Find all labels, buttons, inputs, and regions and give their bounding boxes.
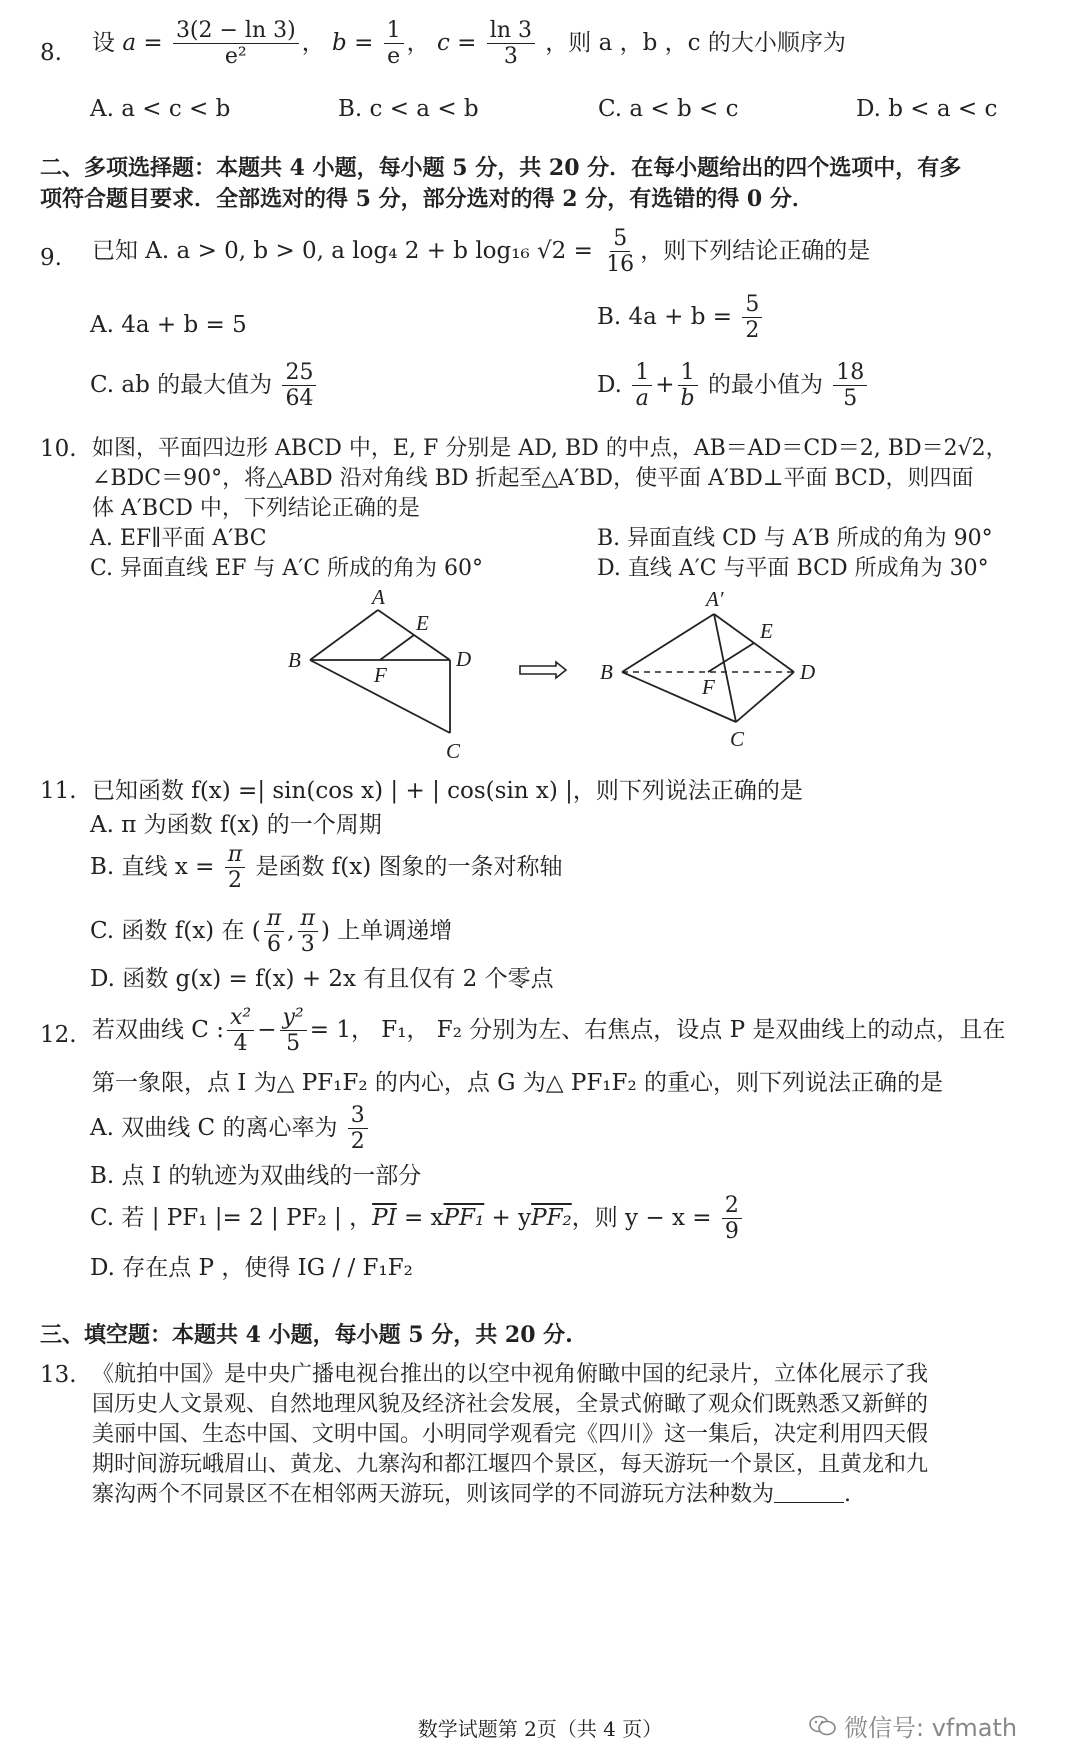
q8-post: ，则 a ，b ，c 的大小顺序为 [545,29,846,56]
q12-line2: 第一象限，点 I 为△ PF₁F₂ 的内心，点 G 为△ PF₁F₂ 的重心，则下列说法正确的是 [92,1070,943,1096]
section2-line1: 二、多项选择题：本题共 4 小题，每小题 5 分，共 20 分．在每小题给出的四个选项中，有多 [40,155,962,181]
fig2-label-a: A′ [706,587,724,611]
q9-number: 9. [40,245,62,271]
q12-optc-vec-pf2: PF₂ [531,1204,572,1231]
q10-number: 10. [40,436,77,462]
q8-number: 8. [40,40,62,66]
q8-a-fraction [173,18,299,70]
q11-optb-fraction [225,842,245,894]
q8-c-num: ln 3 [487,18,535,44]
q9-optc-num: 25 [282,360,316,386]
q9-optd-f2-num: 1 [678,360,698,386]
q9-optd-pre: D. [597,371,622,398]
fig1-edge-ef [380,635,414,660]
q10-line1: 如图，平面四边形 ABCD 中，E, F 分别是 AD, BD 的中点，AB＝AD＝CD＝2, BD＝2√2， [92,436,1008,461]
q12-option-d: D. 存在点 P ，使得 IG / / F₁F₂ [90,1255,413,1281]
q12-f1 [227,1005,254,1057]
fig2-edge-cd [736,672,794,722]
q9-optd-plus: + [655,371,675,398]
q12-optc-den: 9 [724,1219,739,1245]
q11-optc-f2 [298,906,318,958]
q9-option-a: A. 4a + b = 5 [90,312,247,338]
q12-optc-vec-pf1: PF₁ [443,1204,485,1231]
fig2-edge-bc [622,672,736,722]
q8-option-c: C. a < b < c [598,96,739,122]
q11-optc-pre: C. 函数 f(x) 在 ( [90,917,261,944]
q9-option-d [597,360,870,412]
fig2-label-f: F [702,675,715,699]
q10-option-c: C. 异面直线 EF 与 A′C 所成的角为 60° [90,556,484,581]
q13-line4: 期时间游玩峨眉山、黄龙、九寨沟和都江堰四个景区，每天游玩一个景区，且黄龙和九 [92,1452,929,1477]
q12-opta-den: 2 [350,1129,365,1155]
fig1-label-e: E [416,611,429,635]
q12-f1-den: 4 [233,1031,248,1057]
q11-optb-den: 2 [227,868,242,894]
q8-option-d: D. b < a < c [856,96,998,122]
fig2-label-c: C [730,727,745,751]
q10-option-a: A. EF∥平面 A′BC [90,526,267,551]
q9-fraction [603,226,637,278]
q8-b-var: b [332,29,347,56]
q10-line2: ∠BDC＝90°，将△ABD 沿对角线 BD 折起至△A′BD，使平面 A′BD⊥平面 BCD，则四面 [92,466,974,491]
q13-answer-blank [774,1482,844,1503]
fig1-label-f: F [374,663,387,687]
q10-figure-tetrahedron [596,586,826,756]
q12-opta-fraction [348,1103,368,1155]
q10-option-d: D. 直线 A′C 与平面 BCD 所成角为 30° [597,556,989,581]
q12-stem [92,1005,1005,1057]
q13-line2: 国历史人文景观、自然地理风貌及经济社会发展，全景式俯瞰了观众们既熟悉又新鲜的 [92,1392,929,1417]
q9-optd-num: 18 [833,360,867,386]
q12-f2 [280,1005,307,1057]
section2-line2: 项符合题目要求．全部选对的得 5 分，部分选对的得 2 分，有选错的得 0 分． [40,186,814,212]
q8-b-fraction [384,18,404,70]
q12-optc-num: 2 [722,1193,742,1219]
q13-line5-end: . [844,1482,852,1507]
q12-stem-post: = 1， F₁， F₂ 分别为左、右焦点，设点 P 是双曲线上的动点，且在 [309,1016,1006,1043]
fig1-label-a: A [372,588,385,609]
q8-c-den: 3 [503,44,518,70]
q12-minus: − [257,1016,277,1043]
fig1-label-b: B [288,648,301,672]
q9-option-c [90,360,319,412]
fig2-label-e: E [760,619,773,643]
q11-option-b [90,842,563,894]
q11-optc-comma: , [287,917,295,944]
fig2-edge-ac [714,614,736,722]
q8-stem: 设 a = $\frac{3(2 - \ln 3)}{\text{e²}}$ ， b = $\frac{1}{e}$ ， c = $\frac{\ln 3}{3}$ ，则 a ，b ，c 的大小顺序为 [92,18,846,70]
q9-optb-pre: B. 4a + b = [597,303,733,330]
q9-optd-fraction [833,360,867,412]
fig1-label-d: D [456,647,472,671]
q11-option-c [90,906,452,958]
q12-number: 12. [40,1022,77,1048]
q11-number: 11. [40,778,77,804]
q9-optb-num: 5 [742,292,762,318]
q11-optc-n2: π [298,906,318,932]
q12-option-b: B. 点 I 的轨迹为双曲线的一部分 [90,1163,422,1189]
q11-optb-pre: B. 直线 x = [90,853,215,880]
q13-line5 [92,1482,851,1508]
q11-optc-post: ) 上单调递增 [321,917,453,944]
fig2-label-b: B [600,660,613,684]
q8-option-a: A. a < c < b [90,96,231,122]
q8-a-den: e² [224,44,247,70]
q13-line3: 美丽中国、生态中国、文明中国。小明同学观看完《四川》这一集后，决定利用四天假 [92,1422,929,1447]
q8-pre: 设 [92,29,115,56]
q12-f2-den: 5 [286,1031,301,1057]
q11-optb-post: 是函数 f(x) 图象的一条对称轴 [255,853,563,880]
q8-option-b: B. c < a < b [338,96,479,122]
q9-optb-fraction [742,292,762,344]
q9-optc-pre: C. ab 的最大值为 [90,371,273,398]
fig1-edge-ab [310,610,378,660]
q8-a-num: 3(2 − ln 3) [173,18,299,44]
q11-option-a: A. π 为函数 f(x) 的一个周期 [90,812,382,838]
q9-optd-f2-den: b [680,386,695,412]
q11-optb-num: π [225,842,245,868]
q12-f2-num: y² [280,1005,307,1031]
q8-c-fraction [487,18,535,70]
fig2-edge-ab [622,614,714,672]
q9-stem [92,226,870,278]
q11-stem: 已知函数 f(x) =| sin(cos x) | + | cos(sin x) |，则下列说法正确的是 [92,778,803,804]
q13-line5-text: 寨沟两个不同景区不在相邻两天游玩，则该同学的不同游玩方法种数为 [92,1482,775,1507]
fig2-edge-ef [708,643,754,672]
q9-optd-f1 [632,360,652,412]
q11-optc-n1: π [264,906,284,932]
q9-optc-fraction [282,360,316,412]
fold-arrow-icon [518,660,568,680]
q8-b-den: e [387,44,401,70]
q9-optd-den: 5 [843,386,858,412]
q12-f1-num: x² [227,1005,254,1031]
fig1-label-c: C [446,739,461,763]
q12-optc-pre: C. 若 | PF₁ |= 2 | PF₂ | ， [90,1204,373,1231]
q9-optd-f1-num: 1 [632,360,652,386]
q12-optc-vec-pi: $\overline{PI}$ [372,1204,397,1231]
q10-figure-planar [280,588,480,768]
q10-line3: 体 A′BCD 中，下列结论正确的是 [92,496,420,521]
wechat-icon [808,1714,838,1738]
q9-optd-f1-den: a [635,386,649,412]
q12-optc-mid: ，则 y − x = [571,1204,712,1231]
q11-optc-d1: 6 [266,932,281,958]
q11-optc-f1 [264,906,284,958]
q8-a-var: a [122,29,137,56]
q9-optc-den: 64 [285,386,314,412]
q8-c-var: c [436,29,450,56]
q12-opta-pre: A. 双曲线 C 的离心率为 [90,1114,338,1141]
q9-stem-pre: 已知 A. a > 0, b > 0, a log₄ 2 + b log₁₆ √2 = [92,237,593,264]
q12-optc-fraction [722,1193,742,1245]
q9-optd-f2 [678,360,698,412]
q9-optd-mid: 的最小值为 [707,371,823,398]
fig2-label-d: D [800,660,816,684]
watermark-text: 微信号: vfmath [844,1714,1018,1742]
q11-optc-d2: 3 [300,932,315,958]
q12-stem-pre: 若双曲线 C : [92,1016,224,1043]
q12-optc-eq: = x [396,1204,444,1231]
q10-option-b: B. 异面直线 CD 与 A′B 所成的角为 90° [597,526,993,551]
q11-option-d: D. 函数 g(x) = f(x) + 2x 有且仅有 2 个零点 [90,966,554,992]
q13-number: 13. [40,1362,77,1388]
q12-optc-plus: + y [484,1204,532,1231]
q13-line1: 《航拍中国》是中央广播电视台推出的以空中视角俯瞰中国的纪录片，立体化展示了我 [92,1362,929,1387]
q9-option-b [597,292,765,344]
q12-option-a [90,1103,371,1155]
page-footer: 数学试题第 2页（共 4 页） [417,1717,663,1741]
q8-b-num: 1 [384,18,404,44]
q12-option-c [90,1193,745,1245]
q9-frac-den: 16 [606,252,635,278]
q9-frac-num: 5 [610,226,630,252]
q12-opta-num: 3 [348,1103,368,1129]
q9-stem-post: ，则下列结论正确的是 [640,237,871,264]
wechat-watermark [808,1708,1017,1743]
section3-title: 三、填空题：本题共 4 小题，每小题 5 分，共 20 分. [40,1322,573,1348]
q9-optb-den: 2 [745,318,760,344]
